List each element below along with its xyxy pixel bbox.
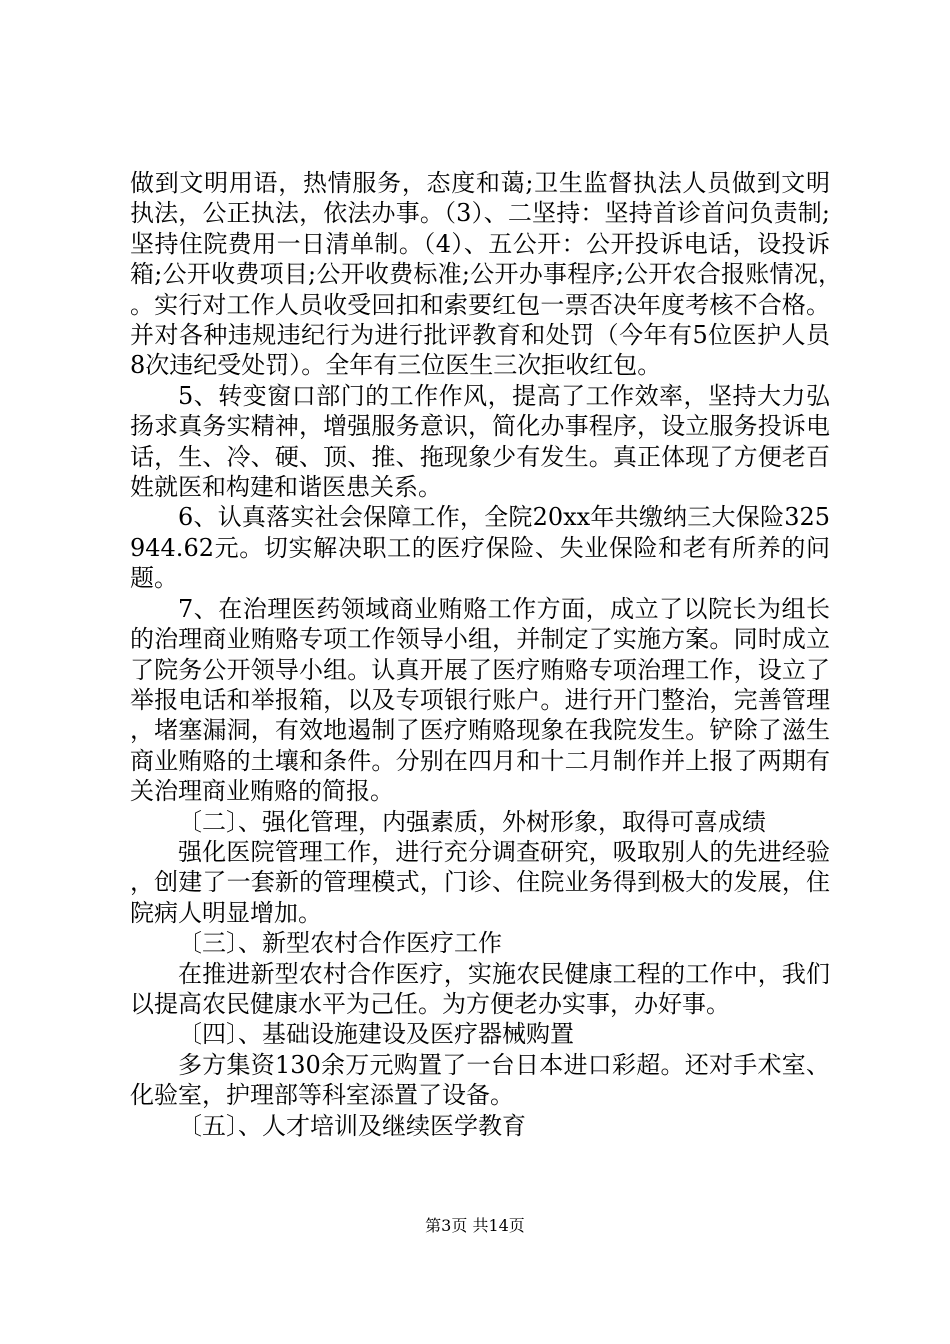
paragraph-item-7: 7、在治理医药领域商业贿赂工作方面，成立了以院长为组长的治理商业贿赂专项工作领导小组，并制定了实施方案。同时成立了院务公开领导小组。认真开展了医疗贿赂专项治理工作，设立了举报电话和举报箱，以及专项银行账户。进行开门整治，完善管理，堵塞漏洞，有效地遏制了医疗贿赂现象在我院发生。铲除了滋生商业贿赂的土壤和条件。分别在四月和十二月制作并上报了两期有关治理商业贿赂的简报。 <box>130 594 830 806</box>
paragraph-section-3: 在推进新型农村合作医疗，实施农民健康工程的工作中，我们以提高农民健康水平为己任。为方便老办实事，办好事。 <box>130 959 830 1018</box>
paragraph-continued: 做到文明用语，热情服务，态度和蔼;卫生监督执法人员做到文明执法，公正执法，依法办事。（3）、二坚持：坚持首诊首问负责制;坚持住院费用一日清单制。（4）、五公开：公开投诉电话，设投诉箱;公开收费项目;公开收费标准;公开办事程序;公开农合报账情况，。实行对工作人员收受回扣和索要红包一票否决年度考核不合格。并对各种违规违纪行为进行批评教育和处罚（今年有5位医护人员8次违纪受处罚）。全年有三位医生三次拒收红包。 <box>130 169 830 380</box>
paragraph-section-4: 多方集资130余万元购置了一台日本进口彩超。还对手术室、化验室，护理部等科室添置了设备。 <box>130 1050 830 1110</box>
page-footer: 第3页 共14页 <box>425 1216 525 1235</box>
paragraph-item-5: 5、转变窗口部门的工作作风，提高了工作效率，坚持大力弘扬求真务实精神，增强服务意识，简化办事程序，设立服务投诉电话，生、冷、硬、顶、推、拖现象少有发生。真正体现了方便老百姓就医和构建和谐医患关系。 <box>130 381 830 502</box>
paragraph-section-2: 强化医院管理工作，进行充分调查研究，吸取别人的先进经验，创建了一套新的管理模式，门诊、住院业务得到极大的发展，住院病人明显增加。 <box>130 837 830 927</box>
section-heading-3: 〔三〕、新型农村合作医疗工作 <box>178 929 502 958</box>
document-body <box>130 168 830 1141</box>
section-heading-2: 〔二〕、强化管理，内强素质，外树形象，取得可喜成绩 <box>178 807 766 836</box>
paragraph-item-6: 6、认真落实社会保障工作，全院20xx年共缴纳三大保险325944.62元。切实解决职工的医疗保险、失业保险和老有所养的问题。 <box>130 503 830 593</box>
section-heading-5: 〔五〕、人才培训及继续医学教育 <box>178 1111 526 1140</box>
section-heading-4: 〔四〕、基础设施建设及医疗器械购置 <box>178 1020 574 1049</box>
